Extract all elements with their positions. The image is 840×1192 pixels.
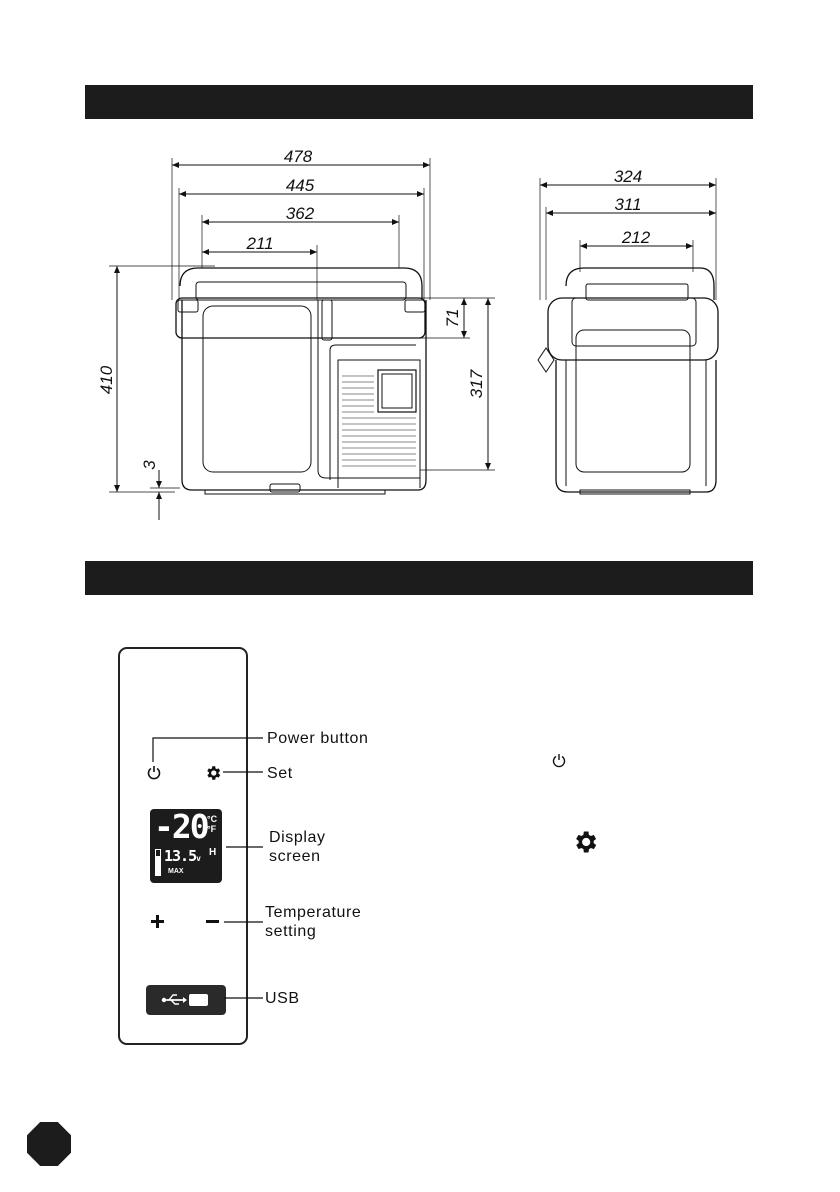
display-voltage: 13.5v [164,847,200,865]
dim-label-211: 211 [246,234,274,253]
control-panel [118,647,248,1045]
minus-icon[interactable] [206,915,219,928]
display-temperature: -20 [154,809,208,846]
dim-label-311: 311 [614,195,642,214]
section-header-bar-control-panel [85,561,753,595]
plus-icon[interactable] [151,915,164,928]
gear-icon [571,828,599,856]
dim-label-478: 478 [283,147,313,166]
callout-temperature-setting: Temperature setting [265,904,362,940]
callout-set: Set [267,765,293,782]
page-number-badge [27,1122,71,1166]
power-icon[interactable] [146,765,162,781]
dim-label-317: 317 [467,369,486,399]
callout-usb: USB [265,990,300,1007]
dim-label-324: 324 [613,167,643,186]
display-mode-label: MAX [168,868,184,875]
gear-icon[interactable] [204,764,222,782]
battery-icon [155,849,161,876]
usb-icon [161,992,211,1008]
dim-label-362: 362 [285,204,315,223]
dim-label-71: 71 [443,308,462,328]
dimension-drawing [0,0,840,560]
display-mode: H [209,847,217,858]
callout-display-screen: Display screen [269,829,326,865]
unit-celsius: °C [207,814,218,824]
power-icon [551,753,567,769]
usb-port[interactable] [146,985,226,1015]
display-screen [150,809,222,883]
callout-power-button: Power button [267,730,369,747]
unit-fahrenheit: °F [207,824,217,834]
display-units [207,814,217,834]
dim-label-3: 3 [140,460,159,470]
dim-label-445: 445 [285,176,315,195]
dim-label-410: 410 [97,365,116,395]
dim-label-212: 212 [621,228,651,247]
